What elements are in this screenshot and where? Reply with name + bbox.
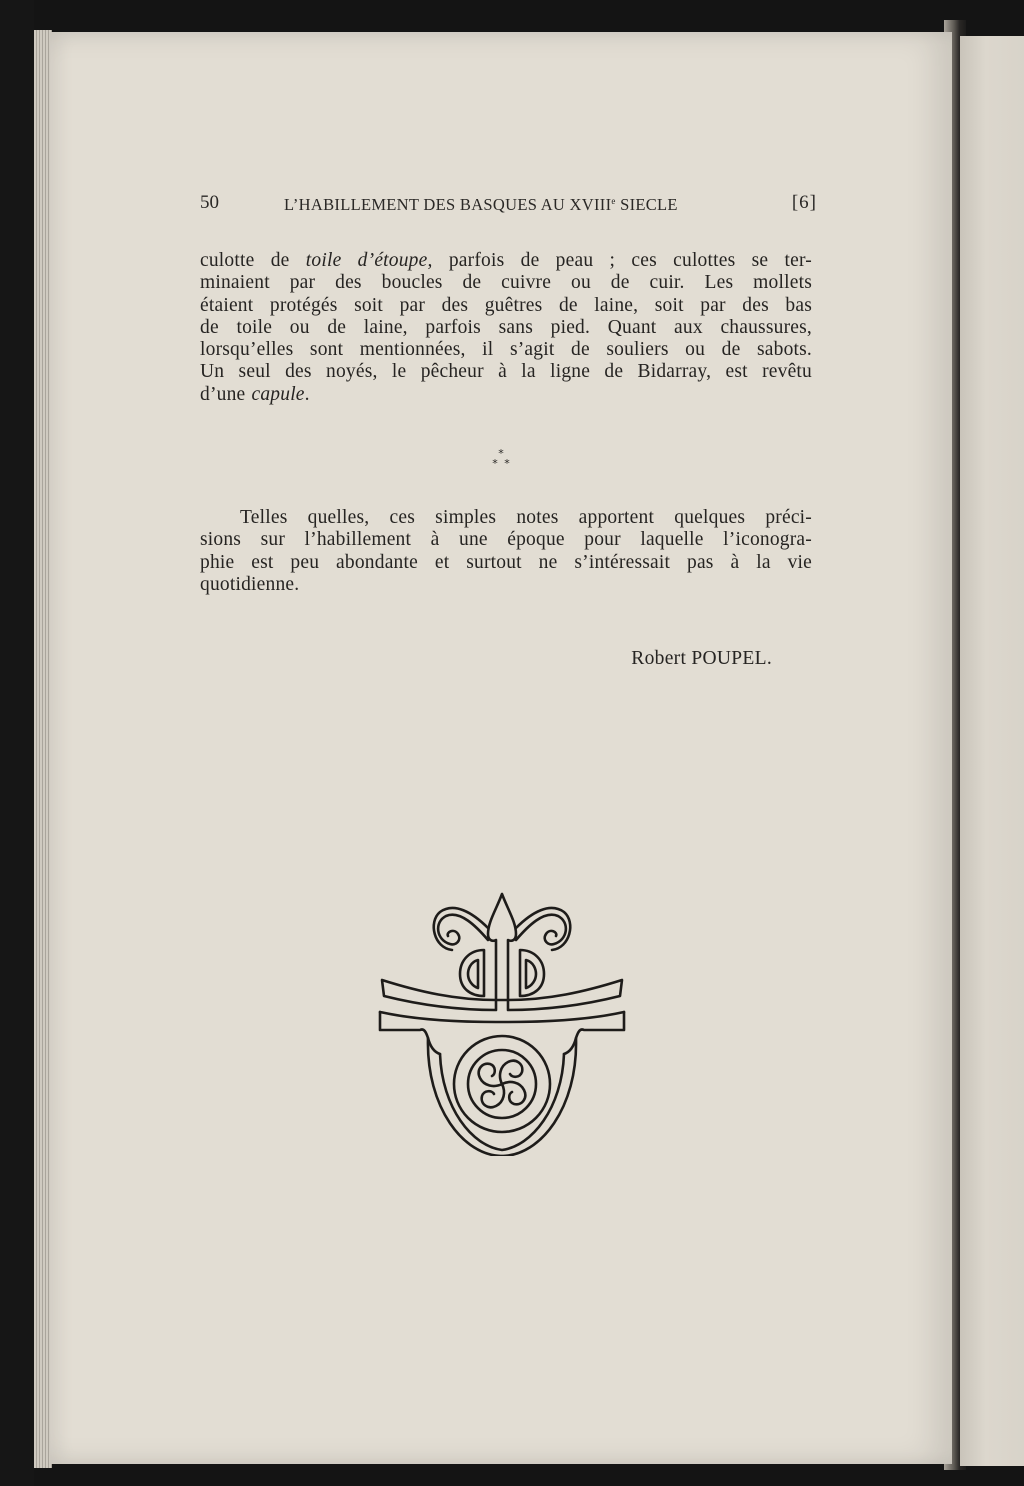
asterism-icon: [486, 446, 516, 470]
text-line: d’une capule.: [200, 383, 310, 405]
text-line: Un seul des noyés, le pêcheur à la ligne de Bidarray, est revêtu: [200, 361, 812, 383]
text-line: culotte de toile d’étoupe, parfois de peau ; ces culottes se ter-: [200, 250, 812, 271]
text-line: de toile ou de laine, parfois sans pied. Quant aux chaussures,: [200, 316, 812, 338]
page-number: 50: [200, 192, 219, 213]
text-line: minaient par des boucles de cuivre ou de cuir. Les mollets: [200, 272, 812, 294]
author-signature: Robert POUPEL.: [631, 648, 772, 669]
facing-page-edge: [960, 36, 1024, 1466]
paragraph-conclusion: [200, 507, 812, 596]
svg-text:*: *: [498, 447, 504, 460]
text-line: lorsqu’elles sont mentionnées, il s’agit de souliers ou de sabots.: [200, 339, 812, 361]
svg-text:*: *: [504, 457, 510, 470]
running-header: [200, 192, 817, 222]
text-line: quotidienne.: [200, 573, 300, 595]
text-line: étaient protégés soit par des guêtres de laine, soit par des bas: [200, 294, 812, 316]
basque-lauburu-fleuron-icon: [376, 888, 628, 1156]
paragraph-clothing: [200, 250, 812, 406]
svg-text:*: *: [492, 457, 498, 470]
text-line: sions sur l’habillement à une époque pour laquelle l’iconogra-: [200, 529, 812, 551]
text-line: phie est peu abondante et surtout ne s’intéressait pas à la vie: [200, 551, 812, 573]
section-number: [6]: [791, 192, 817, 213]
text-line: Telles quelles, ces simples notes apportent quelques préci-: [240, 507, 812, 528]
book-page: [50, 32, 952, 1464]
scan-background-left: [0, 0, 34, 1486]
running-title: L’HABILLEMENT DES BASQUES AU XVIIIe SIECLE: [284, 195, 678, 214]
